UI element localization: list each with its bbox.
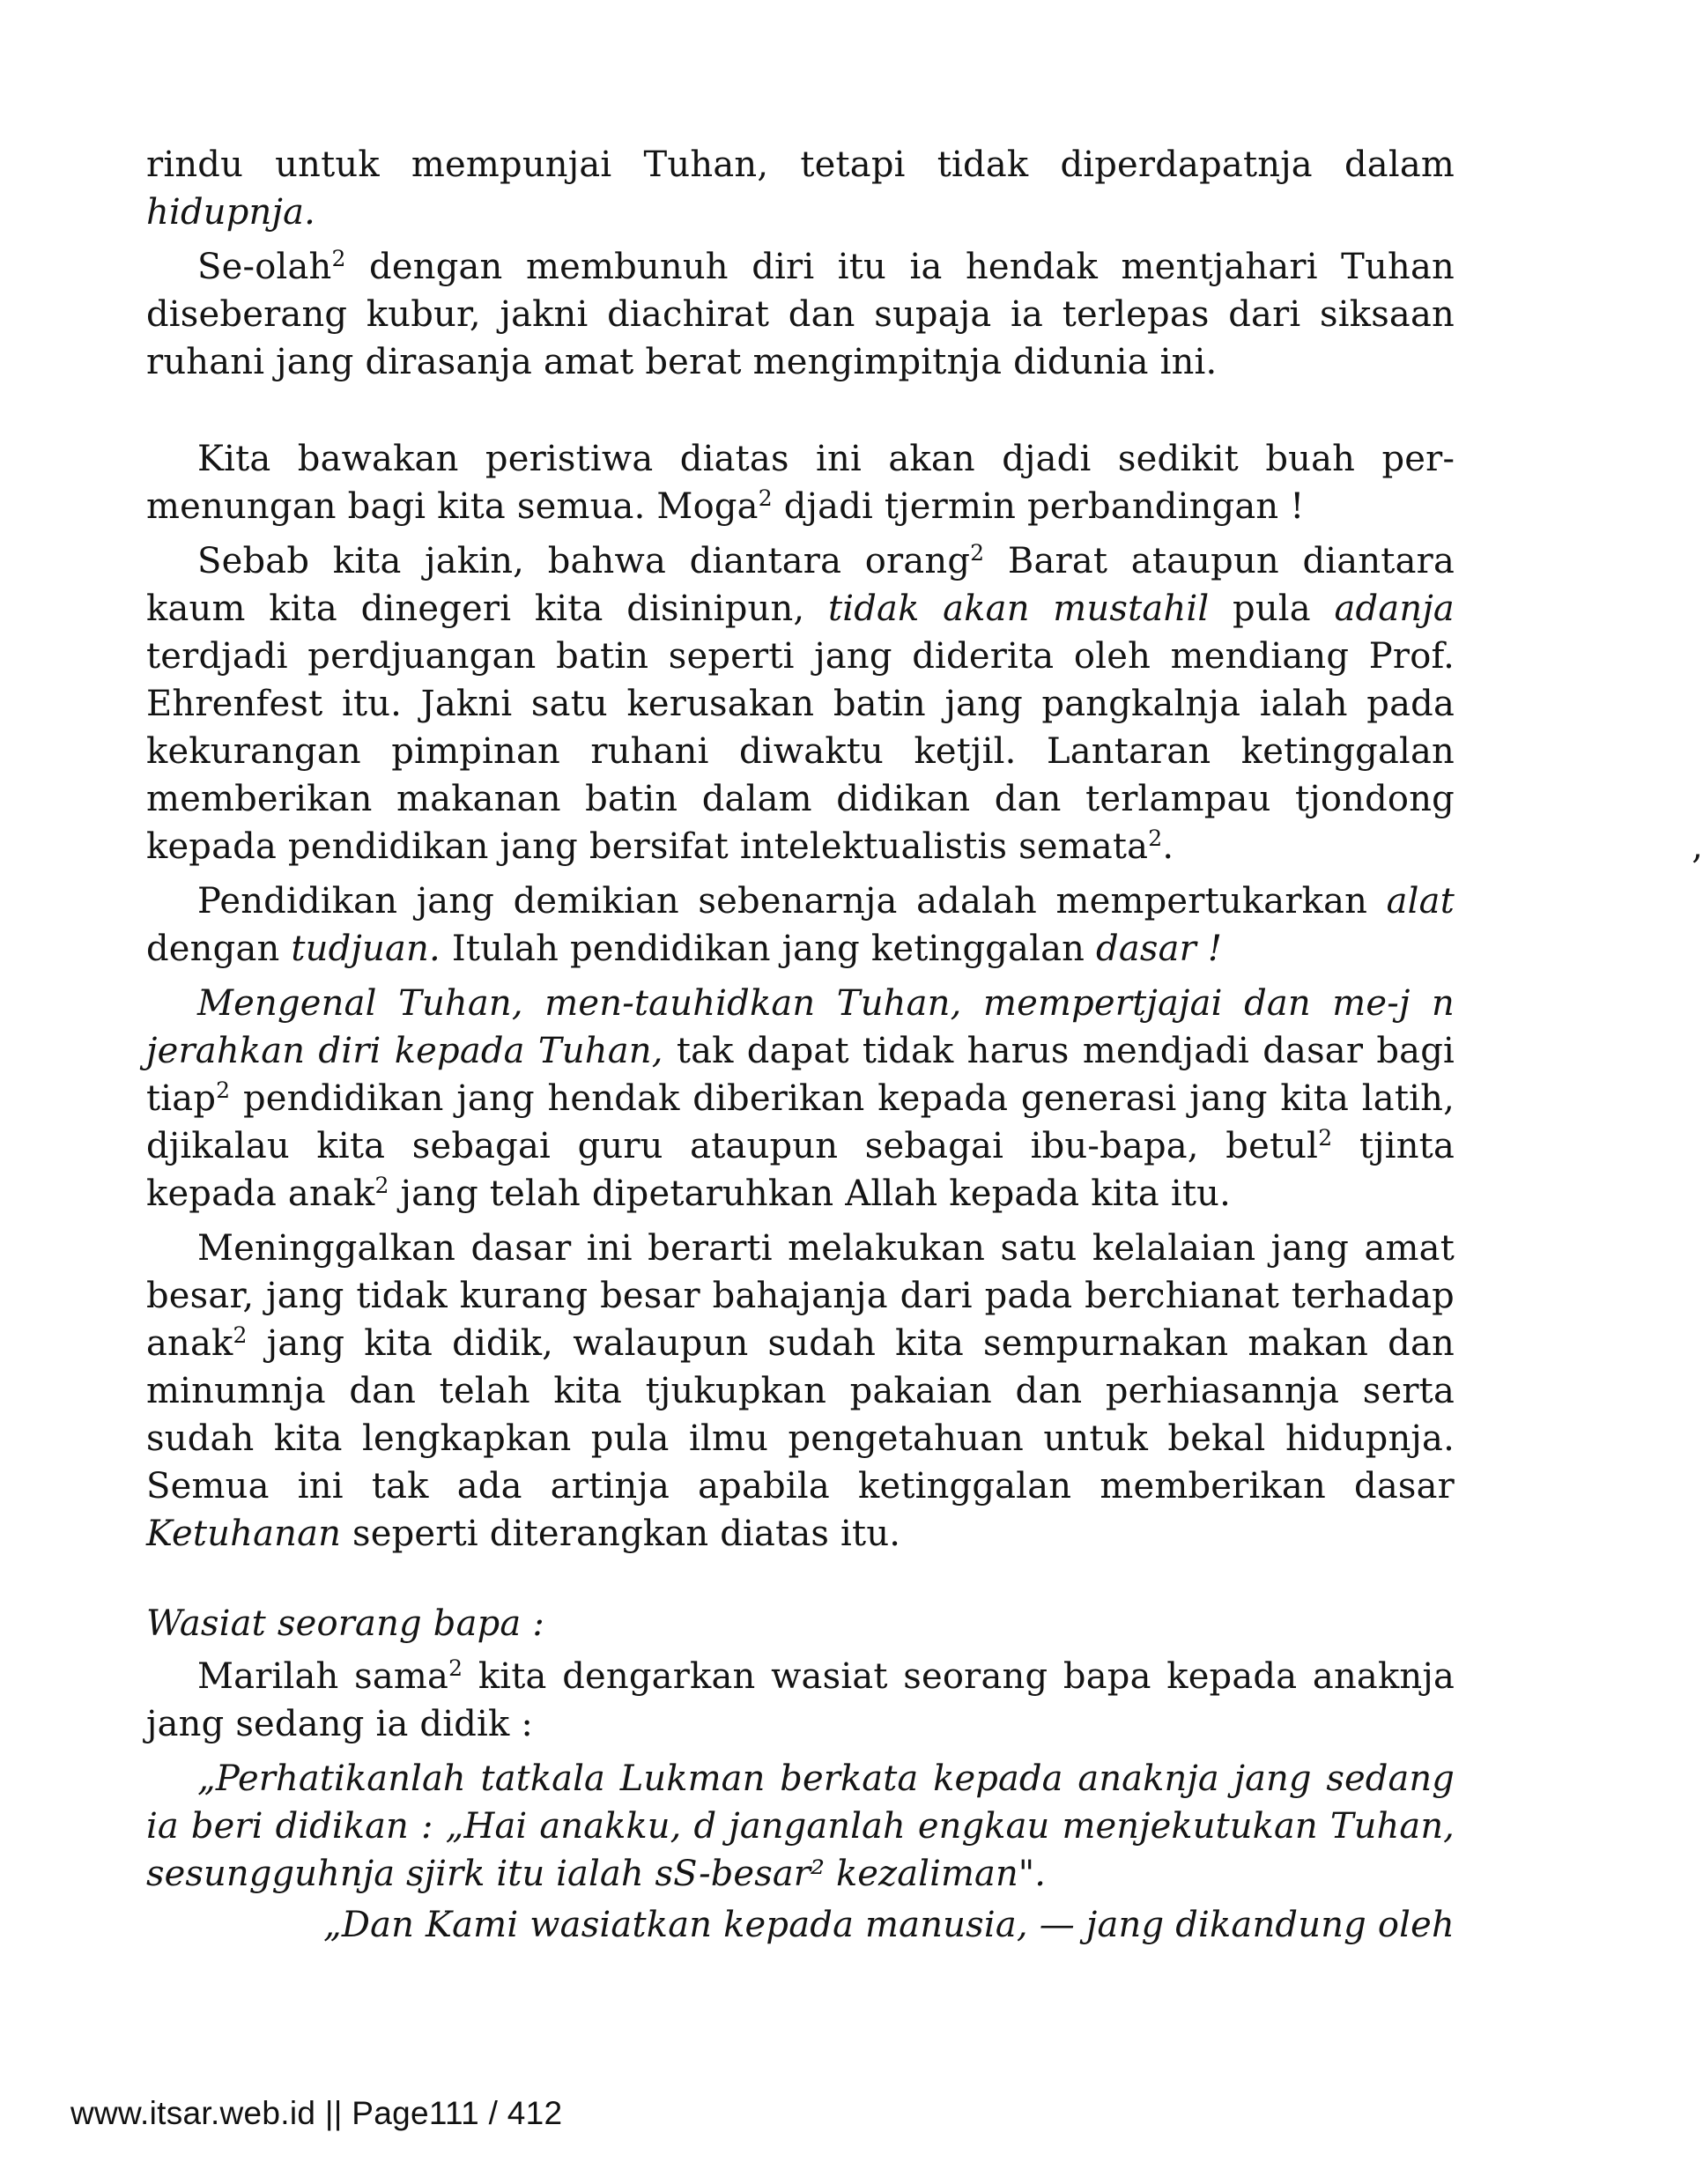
spacer — [146, 1565, 1455, 1600]
repeat-mark: 2 — [1318, 1125, 1333, 1151]
quote-2: „Dan Kami wasiatkan kepada manusia, — jang dikandung oleh — [322, 1905, 1455, 1945]
text: pula — [1209, 589, 1335, 629]
repeat-mark: 2 — [233, 1322, 248, 1348]
text: dengan — [146, 929, 292, 969]
italic-text: tidak akan mustahil — [827, 589, 1210, 629]
text: Itulah pendidikan jang ketinggalan — [440, 929, 1097, 969]
book-page-body — [146, 141, 1703, 1949]
italic-text: alat — [1386, 881, 1455, 922]
text: seperti diterangkan diatas itu. — [341, 1514, 901, 1554]
text: terdjadi perdjuangan batin seperti jang diderita oleh mendiang Prof. Ehrenfest itu. Jakni satu kerusakan batin jang pangkalnja ialah pada kekurangan pimpinan ruhani diwaktu ketjil. Lantaran ketinggalan memberikan makanan batin dalam didikan dan terlampau tjondong kepada pendidikan jang bersifat intelektualistis semata — [146, 636, 1455, 867]
repeat-mark: 2 — [216, 1077, 231, 1103]
text: kita dengarkan wasiat seorang bapa kepada anaknja jang sedang ia didik : — [146, 1656, 1455, 1744]
repeat-mark: 2 — [970, 540, 985, 566]
paragraph-2 — [146, 243, 1455, 386]
page-footer: www.itsar.web.id || Page111 / 412 — [70, 2095, 563, 2131]
italic-text: dasar ! — [1096, 929, 1223, 969]
text: dengan membunuh diri itu ia hendak mentjahari Tuhan diseberang kubur, jakni diachirat dan supaja ia terlepas dari siksaan ruhani jang dirasanja amat berat mengimpitnja didunia ini. — [146, 247, 1455, 382]
repeat-mark: 2 — [1148, 825, 1163, 851]
text: Kita bawakan peristiwa diatas ini akan djadi sedikit buah permenungan bagi kita semua. Moga — [146, 439, 1455, 527]
text: tjinta kepada anak — [146, 1126, 1455, 1214]
text: Marilah sama — [197, 1656, 449, 1697]
paragraph-3 — [146, 435, 1455, 530]
text: Se-olah — [197, 247, 332, 287]
paragraph-6 — [146, 980, 1455, 1218]
quote-1: „Perhatikanlah tatkala Lukman berkata kepada anaknja jang sedang ia beri didikan : „Hai anakku, d janganlah engkau menjekutukan Tuhan, sesungguhnja sjirk itu ialah sS-besar² kezaliman". — [146, 1758, 1455, 1894]
repeat-mark: 2 — [374, 1173, 389, 1198]
paragraph-8 — [146, 1653, 1455, 1748]
text: pendidikan jang hendak diberikan kepada generasi jang kita latih, djikalau kita sebagai guru ataupun sebagai ibu-bapa, betul — [146, 1078, 1455, 1166]
text: tak dapat tidak harus mendjadi dasar bagi tiap — [146, 1031, 1455, 1119]
italic-text: Mengenal Tuhan, men-tauhidkan Tuhan, mempertjajai dan me-j n jerahkan diri kepada Tuhan, — [146, 983, 1455, 1071]
spacer — [146, 393, 1455, 435]
italic-text: tudjuan. — [291, 929, 441, 969]
text: Meninggalkan dasar ini berarti melakukan satu kelalaian jang amat besar, jang tidak kurang besar bahajanja dari pada berchianat terhadap anak — [146, 1228, 1455, 1364]
paragraph-7 — [146, 1225, 1455, 1558]
repeat-mark: 2 — [758, 485, 773, 511]
text: . — [1162, 826, 1174, 867]
text: jang telah dipetaruhkan Allah kepada kita itu. — [389, 1173, 1232, 1214]
italic-text: adanja — [1334, 589, 1455, 629]
paragraph-4: Sebab kita jakin, bahwa diantara orang$^2$ Barat ataupun diantara kaum kita dinegeri kita disinipun, tidak akan mustahil pula adanja terdjadi perdjuangan batin seperti jang diderita oleh mendiang Prof. Ehrenfest itu. Jakni satu kerusakan batin jang pangkalnja ialah pada kekurangan pimpinan ruhani diwaktu ketjil. Lantaran ketinggalan memberikan makanan batin dalam didikan dan terlampau tjondong kepada pendidikan jang bersifat intelektualistis semata$^2$. , — [146, 540, 1703, 867]
section-heading: Wasiat seorang bapa : — [146, 1603, 545, 1644]
repeat-mark: 2 — [331, 246, 346, 271]
text: Pendidikan jang demikian sebenarnja adalah mempertukarkan — [197, 881, 1387, 922]
paragraph-1 — [146, 141, 1455, 236]
repeat-mark: 2 — [448, 1655, 463, 1681]
text: Sebab kita jakin, bahwa diantara orang — [197, 541, 971, 581]
text: djadi tjermin perbandingan ! — [772, 486, 1305, 527]
italic-text: hidupnja. — [146, 192, 316, 233]
paragraph-5 — [146, 877, 1455, 973]
text: jang kita didik, walaupun sudah kita sempurnakan makan dan minumnja dan telah kita tjukupkan pakaian dan perhiasannja serta sudah kita lengkapkan pula ilmu pengetahuan untuk bekal hidupnja. Semua ini tak ada artinja apabila ketinggalan memberikan dasar — [146, 1323, 1455, 1507]
text: Barat ataupun diantara kaum kita dinegeri kita disinipun, — [146, 541, 1455, 629]
text: rindu untuk mempunjai Tuhan, tetapi tidak diperdapatnja dalam — [146, 144, 1455, 185]
italic-text: Ketuhanan — [146, 1514, 342, 1554]
